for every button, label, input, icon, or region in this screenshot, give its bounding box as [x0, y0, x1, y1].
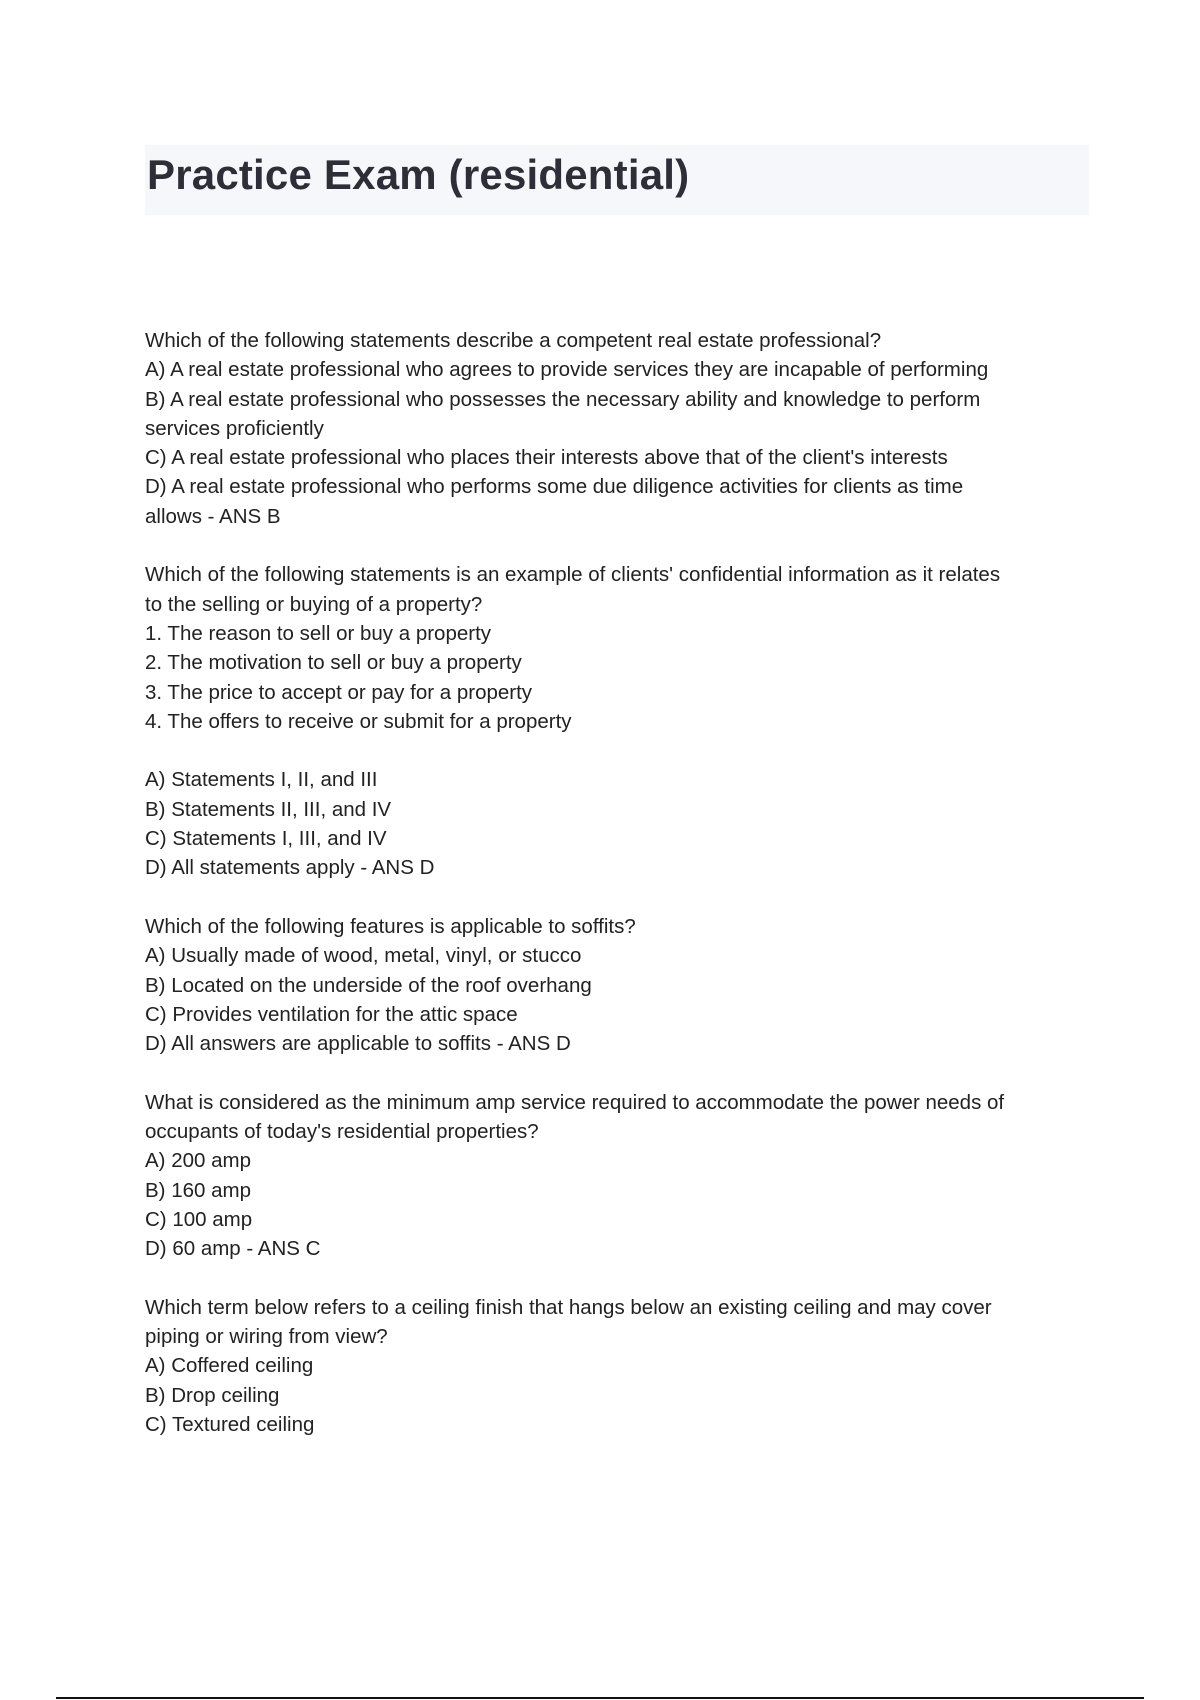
option-c: C) 100 amp: [145, 1207, 253, 1231]
statement-1: 1. The reason to sell or buy a property: [145, 621, 492, 645]
option-b: B) Drop ceiling: [145, 1383, 280, 1407]
question-line-cont: occupants of today's residential properties?: [145, 1120, 539, 1144]
option-b-cont: services proficiently: [145, 416, 324, 440]
statement-2: 2. The motivation to sell or buy a property: [145, 651, 522, 675]
statement-4: 4. The offers to receive or submit for a property: [145, 709, 572, 733]
question-5: [145, 1293, 1085, 1439]
option-a: A) Coffered ceiling: [145, 1354, 314, 1378]
statement-3: 3. The price to accept or pay for a property: [145, 680, 533, 704]
option-a: A) A real estate professional who agrees to provide services they are incapable of performing: [145, 358, 989, 382]
option-c: C) Provides ventilation for the attic space: [145, 1002, 518, 1026]
answer-line: D) All statements apply - ANS D: [145, 856, 435, 880]
question-line: Which of the following statements describe a competent real estate professional?: [145, 329, 882, 352]
option-a: A) Statements I, II, and III: [145, 768, 378, 792]
answer-line: D) All answers are applicable to soffits - ANS D: [145, 1032, 571, 1056]
option-c: C) Statements I, III, and IV: [145, 827, 387, 851]
question-1: [145, 326, 1085, 531]
option-a: A) Usually made of wood, metal, vinyl, or stucco: [145, 944, 582, 968]
option-b: B) Located on the underside of the roof overhang: [145, 973, 592, 997]
title-band: [145, 145, 1089, 215]
option-a: A) 200 amp: [145, 1149, 251, 1173]
question-line: Which term below refers to a ceiling finish that hangs below an existing ceiling and may cover: [145, 1295, 992, 1319]
option-c: C) Textured ceiling: [145, 1412, 315, 1436]
page-bottom-divider: [56, 1697, 1144, 1699]
option-d: D) A real estate professional who performs some due diligence activities for clients as time: [145, 475, 964, 499]
question-2: [145, 560, 1085, 882]
page-title: Practice Exam (residential): [147, 151, 690, 198]
blank-line: [145, 736, 1085, 765]
question-list: [145, 326, 1085, 1469]
question-4: [145, 1088, 1085, 1264]
question-line-cont: piping or wiring from view?: [145, 1325, 388, 1349]
answer-line: allows - ANS B: [145, 504, 281, 528]
option-b: B) Statements II, III, and IV: [145, 797, 392, 821]
option-c: C) A real estate professional who places their interests above that of the client's interests: [145, 446, 948, 470]
question-line: What is considered as the minimum amp service required to accommodate the power needs of: [145, 1090, 1005, 1114]
question-3: [145, 912, 1085, 1058]
question-line: Which of the following features is applicable to soffits?: [145, 914, 636, 938]
question-line-cont: to the selling or buying of a property?: [145, 592, 483, 616]
question-line: Which of the following statements is an example of clients' confidential information as it relates: [145, 563, 1001, 587]
answer-line: D) 60 amp - ANS C: [145, 1237, 321, 1261]
option-b: B) A real estate professional who possesses the necessary ability and knowledge to perform: [145, 387, 981, 411]
option-b: B) 160 amp: [145, 1178, 251, 1202]
